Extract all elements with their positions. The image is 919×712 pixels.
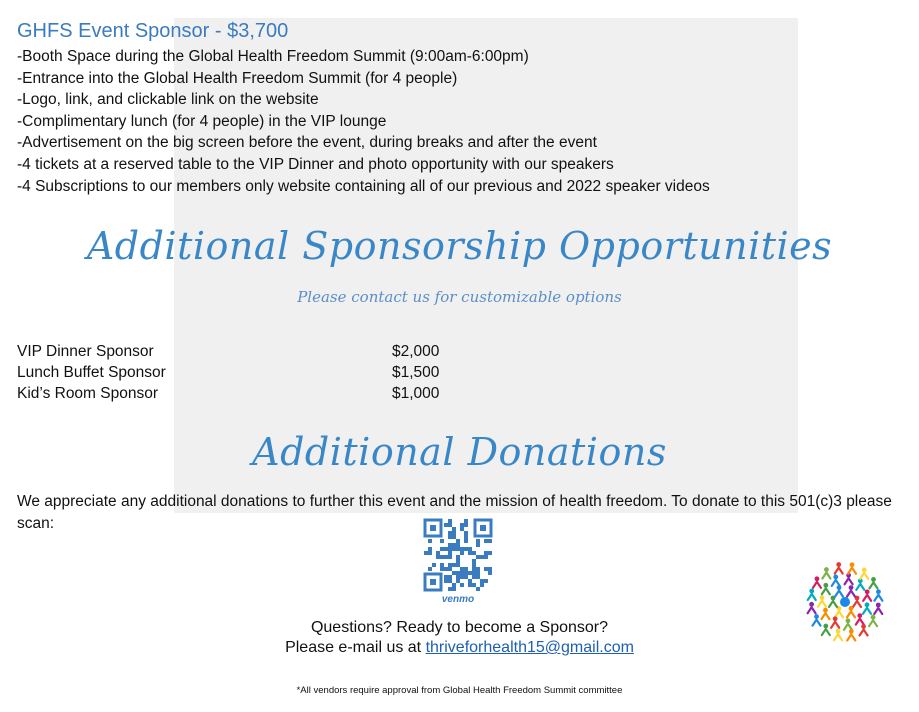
opportunities-table bbox=[17, 341, 439, 404]
opportunity-price: $1,000 bbox=[392, 384, 440, 402]
list-item: -Complimentary lunch (for 4 people) in the VIP lounge bbox=[17, 112, 387, 130]
sponsor-title: GHFS Event Sponsor - $3,700 bbox=[17, 20, 289, 42]
customizable-options-subheading: Please contact us for customizable options bbox=[297, 288, 622, 306]
contact-question: Questions? Ready to become a Sponsor? bbox=[310, 619, 609, 636]
list-item: -Advertisement on the big screen before the event, during breaks and after the event bbox=[17, 134, 597, 152]
vendor-approval-footnote: *All vendors require approval from Global Health Freedom Summit committee bbox=[296, 685, 623, 696]
list-item: -Booth Space during the Global Health Freedom Summit (9:00am-6:00pm) bbox=[17, 48, 529, 65]
benefits-list bbox=[17, 46, 710, 197]
opportunity-price: $1,500 bbox=[392, 363, 440, 381]
opportunity-name: Lunch Buffet Sponsor bbox=[17, 363, 166, 381]
venmo-label: venmo bbox=[441, 594, 475, 605]
contact-email-line bbox=[0, 637, 919, 658]
list-item: -Entrance into the Global Health Freedom Summit (for 4 people) bbox=[17, 69, 458, 87]
table-row bbox=[17, 362, 439, 383]
list-item: -Logo, link, and clickable link on the website bbox=[17, 91, 319, 109]
donation-paragraph: We appreciate any additional donations to further this event and the mission of health freedom. To donate to this 501(c)3 please scan: bbox=[17, 493, 892, 532]
list-item: -4 tickets at a reserved table to the VIP Dinner and photo opportunity with our speakers bbox=[17, 155, 614, 173]
opportunity-price: $2,000 bbox=[392, 342, 440, 360]
venmo-qr-code[interactable] bbox=[423, 518, 493, 592]
table-row bbox=[17, 341, 439, 362]
opportunity-name: VIP Dinner Sponsor bbox=[17, 342, 154, 360]
table-row bbox=[17, 383, 439, 404]
globe-people-logo bbox=[805, 562, 885, 642]
list-item: -4 Subscriptions to our members only website containing all of our previous and 2022 speaker videos bbox=[17, 177, 710, 195]
additional-donations-heading: Additional Donations bbox=[252, 430, 667, 474]
email-link[interactable]: thriveforhealth15@gmail.com bbox=[425, 639, 634, 656]
opportunity-name: Kid’s Room Sponsor bbox=[17, 384, 159, 402]
additional-sponsorship-heading: Additional Sponsorship Opportunities bbox=[86, 224, 833, 268]
contact-prefix: Please e-mail us at bbox=[285, 639, 426, 656]
